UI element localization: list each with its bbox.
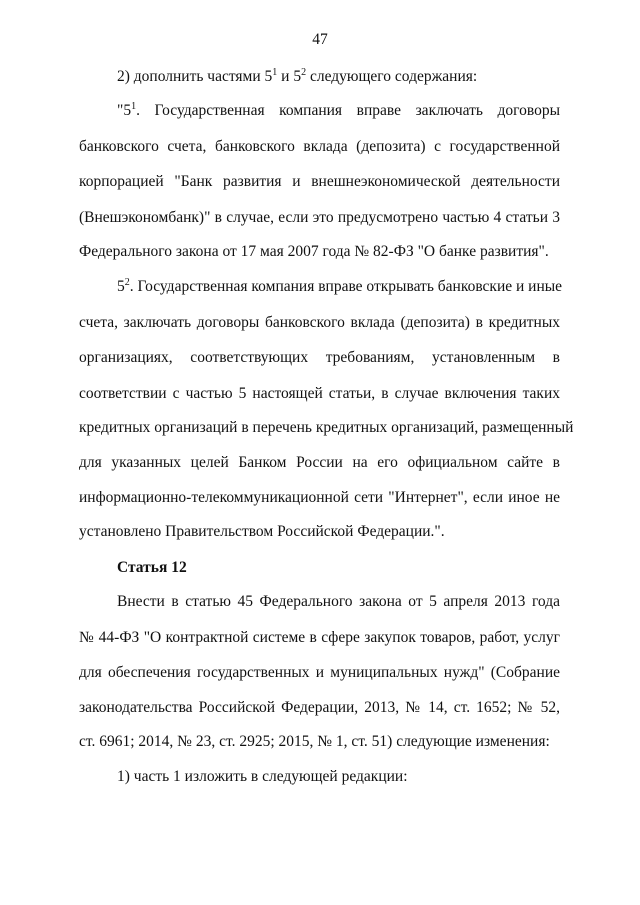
article-12-line: законодательства Российской Федерации, 2013, № 14, ст. 1652; № 52, bbox=[79, 699, 560, 716]
article-12-line-first: Внести в статью 45 Федерального закона от 5 апреля 2013 года bbox=[117, 593, 560, 610]
article-12-line: для обеспечения государственных и муниципальных нужд" (Собрание bbox=[79, 664, 560, 681]
intro-paragraph bbox=[117, 67, 477, 87]
intro-text-mid: и 5 bbox=[277, 68, 302, 85]
part-5-1-quote: "5 bbox=[117, 102, 132, 119]
part-5-2-line: соответствии с частью 5 настоящей статьи, в случае включения таких bbox=[79, 385, 560, 402]
part-5-2-line: организациях, соответствующих требованиям, установленным в bbox=[79, 349, 560, 366]
part-5-1-line: (Внешэкономбанк)" в случае, если это предусмотрено частью 4 статьи 3 bbox=[79, 209, 560, 226]
part-5-1-first-line bbox=[117, 101, 560, 121]
page-number: 47 bbox=[312, 31, 328, 48]
article-12-line: № 44-ФЗ "О контрактной системе в сфере закупок товаров, работ, услуг bbox=[79, 629, 560, 646]
part-5-2-line: кредитных организаций в перечень кредитных организаций, размещенный bbox=[79, 419, 574, 436]
intro-text-pre: 2) дополнить частями 5 bbox=[117, 68, 273, 85]
intro-sup-1: 1 bbox=[272, 66, 278, 78]
intro-sup-2: 2 bbox=[301, 66, 307, 78]
part-5-2-line: счета, заключать договоры банковского вклада (депозита) в кредитных bbox=[79, 314, 560, 331]
part-5-2-num: 5 bbox=[117, 278, 125, 295]
part-5-2-sup: 2 bbox=[124, 276, 130, 288]
part-5-1-first-rest: . Государственная компания вправе заключать договоры bbox=[136, 102, 560, 119]
part-5-2-line: информационно-телекоммуникационной сети "Интернет", если иное не bbox=[79, 489, 560, 506]
part-5-2-first-line bbox=[117, 276, 563, 297]
part-5-2-first-rest: . Государственная компания вправе открывать банковские и иные bbox=[129, 278, 563, 295]
intro-text-post: следующего содержания: bbox=[306, 68, 478, 85]
part-5-2-line: для указанных целей Банком России на его официальном сайте в bbox=[79, 454, 560, 471]
part-5-2-line-last: установлено Правительством Российской Федерации.". bbox=[79, 523, 445, 540]
article-12-heading: Статья 12 bbox=[117, 559, 187, 576]
part-5-1-line: корпорацией "Банк развития и внешнеэкономической деятельности bbox=[79, 173, 560, 190]
part-5-1-line: банковского счета, банковского вклада (депозита) с государственной bbox=[79, 138, 560, 155]
part-5-1-line-last: Федерального закона от 17 мая 2007 года № 82-ФЗ "О банке развития". bbox=[79, 243, 549, 260]
part-5-1-sup: 1 bbox=[131, 100, 137, 112]
article-12-line-last: ст. 6961; 2014, № 23, ст. 2925; 2015, № 1, ст. 51) следующие изменения: bbox=[79, 733, 550, 750]
article-12-item-1: 1) часть 1 изложить в следующей редакции: bbox=[117, 768, 408, 785]
